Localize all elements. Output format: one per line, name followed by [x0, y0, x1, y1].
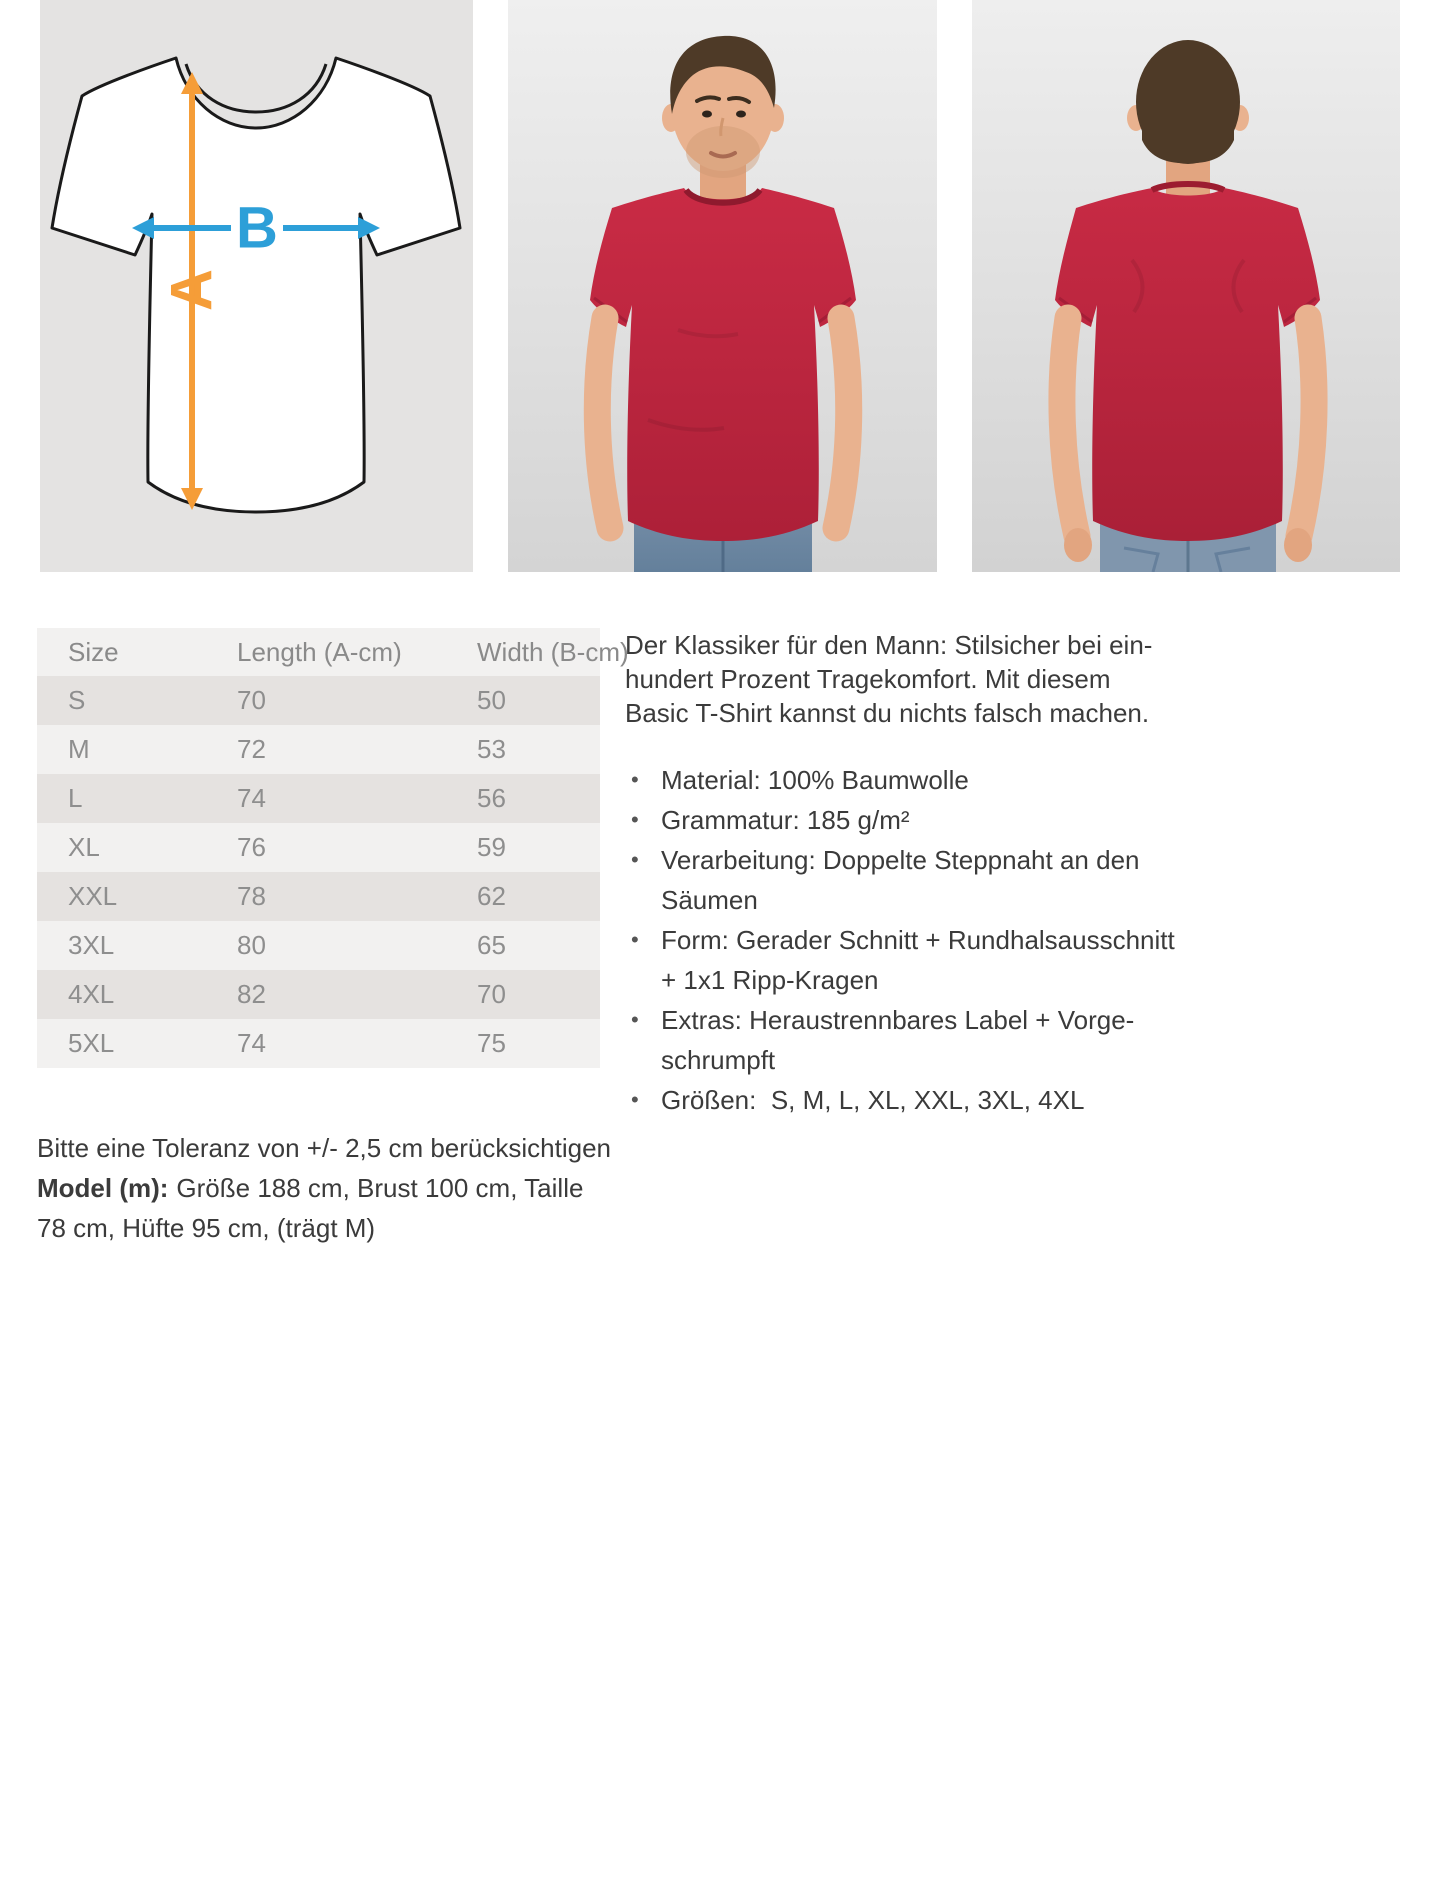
- size-cell: 3XL: [68, 930, 115, 960]
- list-item-form: [625, 920, 1245, 1000]
- list-item-text: Form: Gerader Schnitt + Rundhalsausschnitt: [661, 925, 1175, 955]
- size-diagram-panel: [40, 0, 473, 572]
- length-cell: 74: [237, 1028, 266, 1058]
- bullet-icon: •: [631, 1007, 639, 1032]
- model-note-line1: [37, 1168, 600, 1208]
- size-cell: S: [68, 685, 86, 715]
- tolerance-note: Bitte eine Toleranz von +/- 2,5 cm berücksichtigen: [37, 1133, 611, 1163]
- intro-line: Basic T-Shirt kannst du nichts falsch machen.: [625, 698, 1150, 728]
- table-row: [37, 872, 600, 921]
- size-cell: 4XL: [68, 979, 115, 1009]
- size-cell: M: [68, 734, 90, 764]
- header-width: Width (B-cm): [477, 637, 629, 667]
- model-measurements-1: Größe 188 cm, Brust 100 cm, Taille: [176, 1173, 584, 1203]
- model-back-photo: [972, 0, 1400, 572]
- width-cell: 65: [477, 930, 506, 960]
- table-row: [37, 823, 600, 872]
- list-item-text: Größen: S, M, L, XL, XXL, 3XL, 4XL: [661, 1085, 1085, 1115]
- red-tshirt-front: [590, 188, 856, 541]
- model-back-illustration: [972, 0, 1400, 572]
- list-item-material: [625, 760, 1245, 800]
- right-eye: [736, 111, 746, 118]
- feature-list: [625, 760, 1245, 1120]
- tshirt-outline: [52, 58, 460, 512]
- intro-line: hundert Prozent Tragekomfort. Mit diesem: [625, 664, 1111, 694]
- list-item-text: Extras: Heraustrennbares Label + Vorge-: [661, 1005, 1135, 1035]
- width-cell: 62: [477, 881, 506, 911]
- table-header-row: [37, 628, 629, 676]
- length-cell: 76: [237, 832, 266, 862]
- length-cell: 74: [237, 783, 266, 813]
- left-eye: [702, 111, 712, 118]
- details-section: [37, 628, 1245, 1248]
- width-cell: 70: [477, 979, 506, 1009]
- left-hand: [1064, 528, 1092, 562]
- bullet-icon: •: [631, 927, 639, 952]
- table-row: [37, 774, 600, 823]
- table-row: [37, 676, 600, 725]
- list-item-grammatur: [625, 800, 1245, 840]
- product-description: [625, 628, 1245, 1248]
- bullet-icon: •: [631, 1087, 639, 1112]
- width-cell: 56: [477, 783, 506, 813]
- beard-shading: [686, 126, 760, 178]
- size-cell: XL: [68, 832, 100, 862]
- list-item-text: Material: 100% Baumwolle: [661, 765, 969, 795]
- tshirt-measurement-diagram: [40, 0, 473, 572]
- size-cell: L: [68, 783, 83, 813]
- collar-inner-line: [186, 64, 326, 112]
- width-label-b: B: [236, 195, 278, 261]
- size-table-column: [37, 628, 629, 1248]
- width-cell: 59: [477, 832, 506, 862]
- model-label: Model (m):: [37, 1173, 169, 1203]
- list-item-text: Säumen: [661, 885, 758, 915]
- list-item-text: Grammatur: 185 g/m²: [661, 805, 910, 835]
- length-cell: 72: [237, 734, 266, 764]
- red-tshirt-back: [1055, 184, 1320, 541]
- product-image-row: [40, 0, 1405, 572]
- table-row: [37, 970, 600, 1019]
- length-cell: 70: [237, 685, 266, 715]
- length-label-a: A: [159, 269, 225, 311]
- table-row: [37, 921, 600, 970]
- bullet-icon: •: [631, 847, 639, 872]
- table-body: [37, 676, 600, 1068]
- width-cell: 50: [477, 685, 506, 715]
- list-item-verarbeitung: [625, 840, 1245, 920]
- header-size: Size: [68, 637, 119, 667]
- table-row: [37, 1019, 600, 1068]
- size-cell: 5XL: [68, 1028, 115, 1058]
- bullet-icon: •: [631, 767, 639, 792]
- header-length: Length (A-cm): [237, 637, 402, 667]
- width-cell: 53: [477, 734, 506, 764]
- model-front-illustration: [508, 0, 937, 572]
- list-item-text: Verarbeitung: Doppelte Steppnaht an den: [661, 845, 1140, 875]
- list-item-text: schrumpft: [661, 1045, 776, 1075]
- model-front-photo: [508, 0, 937, 572]
- right-hand: [1284, 528, 1312, 562]
- list-item-extras: [625, 1000, 1245, 1080]
- intro-line: Der Klassiker für den Mann: Stilsicher bei ein-: [625, 630, 1153, 660]
- list-item-groessen: [625, 1080, 1245, 1120]
- table-row: [37, 725, 600, 774]
- size-cell: XXL: [68, 881, 118, 911]
- measurement-notes: [37, 1128, 611, 1248]
- length-cell: 82: [237, 979, 266, 1009]
- length-cell: 80: [237, 930, 266, 960]
- model-note-line2: 78 cm, Hüfte 95 cm, (trägt M): [37, 1213, 376, 1243]
- size-table: [37, 628, 629, 1068]
- length-cell: 78: [237, 881, 266, 911]
- description-intro: [625, 628, 1245, 730]
- bullet-icon: •: [631, 807, 639, 832]
- list-item-text: + 1x1 Ripp-Kragen: [661, 965, 879, 995]
- width-cell: 75: [477, 1028, 506, 1058]
